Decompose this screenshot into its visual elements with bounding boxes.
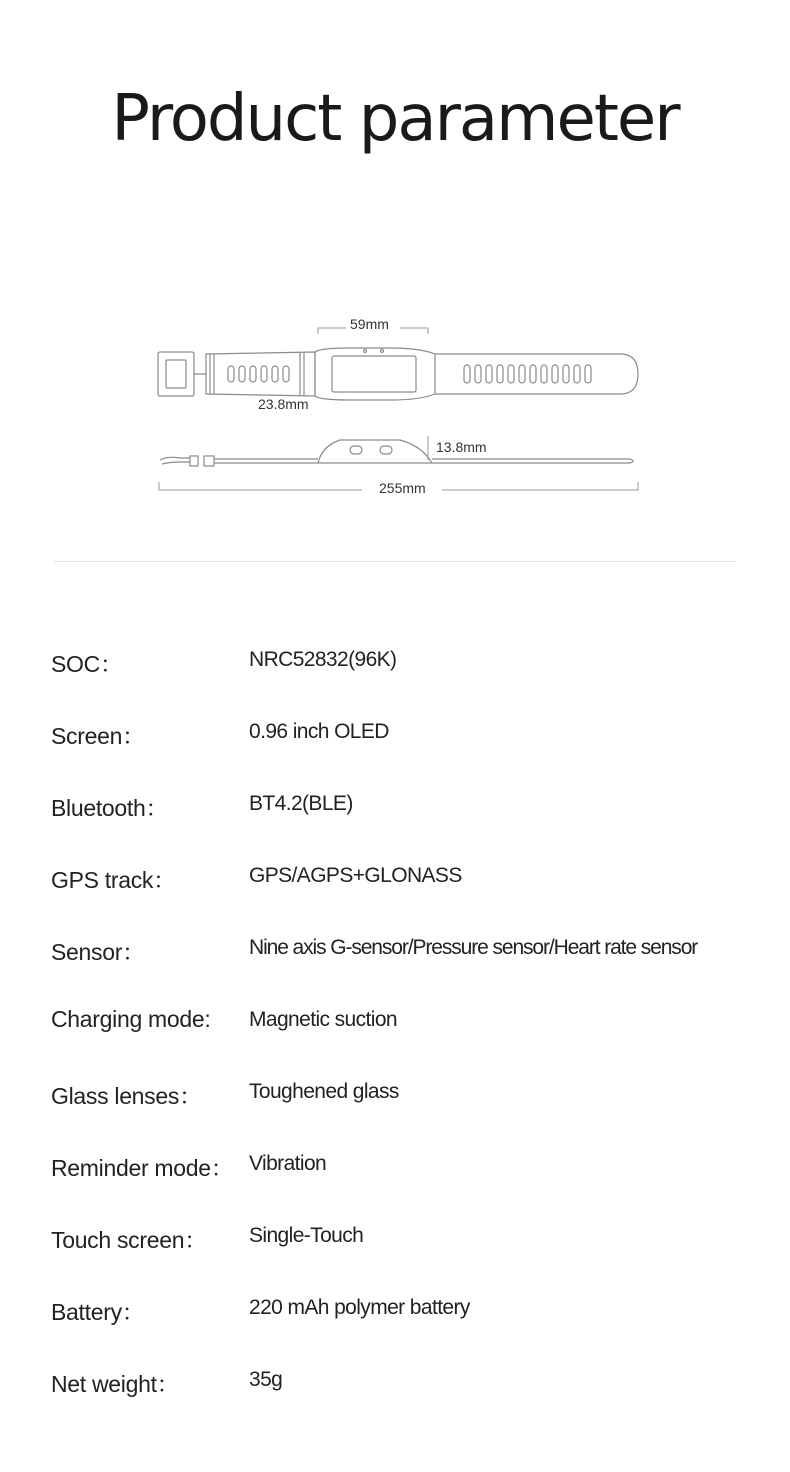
- spec-label: GPS track：: [51, 867, 176, 893]
- spec-row-charging-mode: [0, 1006, 790, 1046]
- spec-label: Net weight：: [51, 1371, 180, 1397]
- length-dimension-label: 255mm: [379, 480, 426, 496]
- spec-row-sensor: [0, 934, 790, 974]
- spec-label: Reminder mode：: [51, 1155, 234, 1181]
- spec-value: NRC52832(96K): [249, 648, 397, 671]
- spec-value: 0.96 inch OLED: [249, 720, 389, 743]
- thickness-dimension-label: 13.8mm: [436, 439, 487, 455]
- spec-value: GPS/AGPS+GLONASS: [249, 864, 462, 887]
- spec-label: Charging mode:: [51, 1006, 211, 1032]
- spec-label: Bluetooth：: [51, 795, 169, 821]
- spec-row-reminder-mode: [0, 1150, 790, 1190]
- spec-row-net-weight: [0, 1366, 790, 1406]
- spec-row-glass-lenses: [0, 1078, 790, 1118]
- band-width-dimension-label: 23.8mm: [258, 396, 309, 412]
- spec-label: Glass lenses：: [51, 1083, 202, 1109]
- buckle-shape: [158, 352, 206, 396]
- spec-value: 35g: [249, 1368, 283, 1391]
- spec-value: 220 mAh polymer battery: [249, 1296, 470, 1319]
- spec-row-screen: [0, 718, 790, 758]
- spec-label: Touch screen：: [51, 1227, 207, 1253]
- spec-label: Screen：: [51, 723, 145, 749]
- spec-value: BT4.2(BLE): [249, 792, 353, 815]
- spec-value: Toughened glass: [249, 1080, 399, 1103]
- band-side-view: [160, 440, 633, 466]
- spec-label: SOC：: [51, 651, 123, 677]
- spec-value: Vibration: [249, 1152, 327, 1175]
- section-divider: [54, 561, 736, 562]
- spec-row-bluetooth: [0, 790, 790, 830]
- spec-label: Sensor：: [51, 939, 145, 965]
- width-dimension-label: 59mm: [350, 316, 389, 332]
- spec-value: Magnetic suction: [249, 1008, 397, 1031]
- spec-label: Battery：: [51, 1299, 145, 1325]
- band-top-view: [206, 348, 638, 400]
- page-title: Product parameter: [111, 82, 679, 156]
- spec-row-gps-track: [0, 862, 790, 902]
- spec-value: Nine axis G-sensor/Pressure sensor/Heart rate sensor: [249, 936, 698, 959]
- spec-value: Single-Touch: [249, 1224, 364, 1247]
- band-dimension-diagram: [150, 310, 650, 510]
- spec-row-touch-screen: [0, 1222, 790, 1262]
- spec-row-battery: [0, 1294, 790, 1334]
- spec-row-soc: [0, 646, 790, 686]
